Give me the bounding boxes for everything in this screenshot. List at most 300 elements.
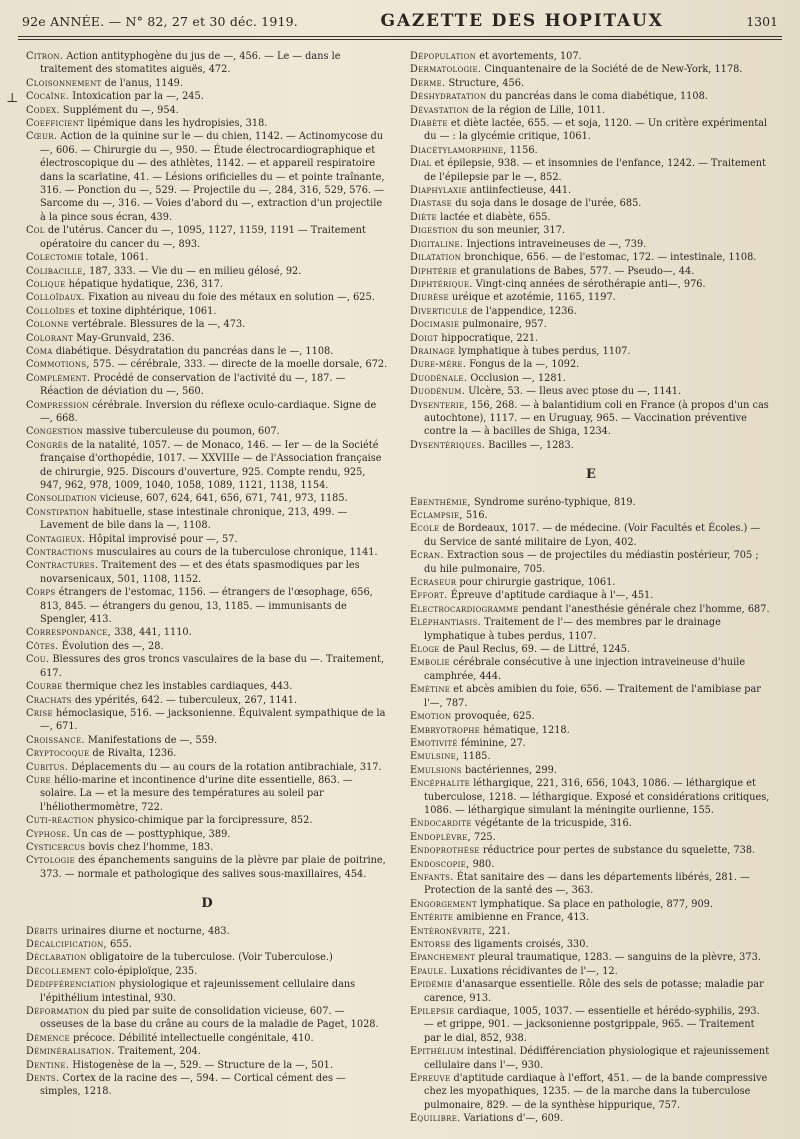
entry-text: intestinal. Dédifférenciation physiologique et rajeunissement cellulaire dans l'—, 930. [424,1046,770,1071]
entry-headword: Col [26,225,45,237]
entry-headword: Colique [26,278,66,290]
entry-headword: Décollement [26,965,91,977]
entry-text: Luxations récidivantes de l'—, 12. [450,965,618,977]
entry-headword: Epaule. [410,965,448,977]
entry-text: Déplacements du — au cours de la rotation antibrachiale, 317. [71,761,382,773]
entry-headword: Diète [410,211,437,223]
entry-headword: Colloïdaux. [26,292,85,304]
index-entry [410,1005,772,1045]
index-entry [410,63,772,76]
index-column-left [26,50,388,1099]
index-entry [26,372,388,399]
entry-text: vertébrale. Blessures de la —, 473. [72,319,246,331]
index-entry [410,589,772,602]
entry-headword: Cysticercus [26,841,86,853]
index-entry [410,643,772,656]
entry-headword: Emulsions [410,764,462,776]
entry-headword: Digitaline. [410,238,464,250]
index-entry [410,224,772,237]
entry-text: du pied par suite de consolidation vicieuse, 607. — osseuses de la base du crâne au cours de la maladie de Paget, 1028. [40,1006,379,1031]
entry-text: 338, 441, 1110. [114,627,192,639]
index-entry [26,640,388,653]
entry-headword: Entéronévrite, [410,925,486,937]
entry-text: vicieuse, 607, 624, 641, 656, 671, 741, 973, 1185. [99,493,348,505]
index-entry [26,965,388,978]
entry-headword: Croissance. [26,734,85,746]
entry-text: physico-chimique par la forcipressure, 852. [97,815,313,827]
index-entry [410,238,772,251]
entry-text: Un cas de — posttyphique, 389. [73,828,231,840]
entry-text: Extraction sous — de projectiles du médiastin postérieur, 705 ; du hile pulmonaire, 705. [424,550,759,575]
index-entry [410,858,772,871]
entry-text: d'anasarque essentielle. Rôle des sels de potasse; maladie par carence, 913. [424,979,764,1004]
index-entry [410,291,772,304]
entry-headword: Congestion [26,426,84,438]
entry-headword: Dial [410,158,432,170]
entry-headword: Emotion [410,711,452,723]
entry-text: des épanchements sanguins de la plèvre par plaie de poitrine, 373. — normale et pathologique des salives sous-maxillaires, 454. [40,855,386,880]
entry-text: et épilepsie, 938. — et insomnies de l'enfance, 1242. — Traitement de l'épilepsie par le —, 852. [424,158,766,183]
index-entry [410,750,772,763]
entry-headword: Diphtérie [410,265,458,277]
entry-text: Action antityphogène du jus de —, 456. — Le — dans le traitement des stomatites aiguës, 472. [40,51,341,76]
entry-headword: Démence [26,1032,70,1044]
entry-text: Hôpital improvisé pour —, 57. [88,533,238,545]
entry-headword: Débits [26,925,59,937]
index-entry [26,747,388,760]
index-entry [410,522,772,549]
index-entry [26,439,388,493]
journal-title: GAZETTE DES HOPITAUX [380,11,664,31]
index-entry [410,616,772,643]
index-entry [26,774,388,814]
entry-text: pleural traumatique, 1283. — sanguins de la plèvre, 373. [478,952,761,964]
entry-headword: Contagieux. [26,533,86,545]
entry-headword: Contractions [26,547,94,559]
entry-text: lactée et diabète, 655. [440,211,551,223]
entry-text: végétante de la tricuspide, 316. [474,818,632,830]
entry-text: 187, 333. — Vie du — en milieu gélosé, 92. [89,265,302,277]
index-entry [410,184,772,197]
entry-text: Intoxication par la —, 245. [72,91,204,103]
entry-text: Épreuve d'aptitude cardiaque à l'—, 451. [450,590,654,602]
entry-headword: Ebenthémie, [410,496,471,508]
index-entry [410,90,772,103]
index-entry [410,496,772,509]
entry-headword: Cure [26,774,51,786]
section-letter: D [201,896,213,912]
entry-text: thermique chez les instables cardiaques, 443. [65,681,293,693]
entry-text: de la région de Lille, 1011. [472,104,606,116]
entry-headword: Emotivité [410,737,458,749]
entry-headword: Epreuve [410,1073,451,1085]
entry-text: 655. [110,939,132,950]
entry-text: Cortex de la racine des —, 594. — Cortical cément des — simples, 1218. [40,1073,346,1098]
index-entry [26,814,388,827]
entry-headword: Embolie [410,657,450,669]
entry-headword: Décalcification, [26,939,107,950]
entry-text: 575. — cérébrale, 333. — directe de la moelle dorsale, 672. [92,359,388,371]
index-entry [26,90,388,103]
index-entry [410,345,772,358]
entry-headword: Dentine. [26,1059,70,1071]
index-entry [26,425,388,438]
entry-text: 1156. [509,144,538,156]
index-entry [26,1005,388,1032]
index-entry [410,844,772,857]
entry-headword: Endocardite [410,818,472,830]
index-entry [26,1045,388,1058]
entry-text: hématique, 1218. [483,724,570,736]
entry-headword: Dévastation [410,104,469,116]
section-letter: E [586,467,596,483]
entry-text: totale, 1061. [85,252,149,264]
entry-headword: Dysenterie, [410,399,468,411]
index-entry [26,694,388,707]
index-entry [410,358,772,371]
entry-text: uréique et azotémie, 1165, 1197. [451,292,616,304]
index-entry [26,854,388,881]
entry-headword: Déminéralisation. [26,1046,115,1058]
index-entry [410,104,772,117]
entry-text: lymphatique à tubes perdus, 1107. [458,345,631,357]
index-entry [26,130,388,224]
index-entry [26,559,388,586]
entry-text: du soja dans le dosage de l'urée, 685. [455,198,642,210]
index-entry [410,764,772,777]
index-entry [410,211,772,224]
entry-text: 221. [488,925,511,937]
entry-text: hippocratique, 221. [441,332,539,344]
entry-text: de l'anus, 1149. [104,77,183,89]
index-entry [410,372,772,385]
entry-headword: Epithélium [410,1046,464,1058]
entry-headword: Drainage [410,345,456,357]
index-entry [26,332,388,345]
entry-headword: Compression [26,399,89,411]
entry-headword: Eloge [410,644,440,656]
index-entry [26,104,388,117]
entry-headword: Coefficient [26,118,85,130]
entry-headword: Colonne [26,319,70,331]
index-entry [410,1112,772,1125]
entry-headword: Colectomie [26,252,83,264]
entry-text: de l'appendice, 1236. [470,305,577,317]
entry-headword: Cryptocoque [26,748,90,760]
entry-headword: Endoprothèse [410,845,480,857]
entry-headword: Citron. [26,51,64,62]
entry-headword: Dents. [26,1073,60,1085]
entry-text: Traitement de l'— des membres par le drainage lymphatique à tubes perdus, 1107. [424,617,721,642]
entry-headword: Duodénum. [410,386,466,398]
entry-text: cérébrale. Inversion du réflexe oculo-cardiaque. Signe de —, 668. [40,399,377,424]
entry-text: antiinfectieuse, 441. [470,185,572,197]
entry-headword: Dysentériques. [410,439,486,451]
entry-headword: Crise [26,707,53,719]
entry-text: 1185. [462,751,491,763]
entry-headword: Corps [26,587,56,599]
entry-text: Vingt-cinq années de sérothérapie anti—, 976. [475,278,706,290]
entry-text: provoquée, 625. [454,711,535,723]
entry-headword: Dermatologie. [410,64,482,76]
entry-text: féminine, 27. [460,737,526,749]
entry-text: physiologique et rajeunissement cellulaire dans l'épithélium intestinal, 930. [40,979,356,1004]
entry-text: de la natalité, 1057. — de Monaco, 146. — Ier — de la Société française d'orthopédie, 1017. — XXVIIIe — de l'Association française de chirurgie, 925. Discours d'ouverture, 925. Compte rendu, 925, 947, 962, 978, 1009, 1040, 1058, 1089, 1121, 1138, 1154. [40,439,382,491]
index-entry [410,603,772,616]
entry-text: Structure, 456. [448,77,525,89]
entry-headword: Duodénale. [410,372,468,384]
entry-text: Évolution des —, 28. [61,640,164,652]
entry-text: 156, 268. — à balantidium coli en France (à propos d'un cas autochtone), 1117. — en Uruguay, 965. — Vaccination préventive contre la — à bacilles de Shiga, 1234. [424,399,769,438]
entry-text: du pancréas dans le coma diabétique, 1108. [489,91,708,103]
index-entry [26,734,388,747]
index-entry [26,399,388,426]
entry-text: hémoclasique, 516. — jacksonienne. Équivalent sympathique de la —, 671. [40,707,386,733]
entry-text: lymphatique. Sa place en pathologie, 877, 909. [480,898,713,910]
entry-text: hélio-marine et incontinence d'urine dite essentielle, 863. — solaire. La — et la mesure des températures au soleil par l'héliothermomètre, 722. [40,774,353,813]
entry-text: pour chirurgie gastrique, 1061. [459,577,616,589]
index-entry [410,50,772,63]
index-entry [410,817,772,830]
index-entry [410,439,772,452]
entry-headword: Ecran. [410,550,444,562]
entry-text: précoce. Débilité intellectuelle congénitale, 410. [73,1032,314,1044]
index-entry [410,1072,772,1112]
entry-text: musculaires au cours de la tuberculose chronique, 1141. [96,547,378,559]
index-entry [410,509,772,522]
entry-headword: Constipation [26,506,90,518]
index-column-right [410,50,772,1126]
entry-headword: Ecraseur [410,577,457,589]
index-entry [26,318,388,331]
entry-text: 980. [472,858,495,870]
index-entry [410,144,772,157]
entry-headword: Déformation [26,1006,90,1018]
entry-headword: Eléphantiasis. [410,617,482,629]
entry-text: urinaires diurne et nocturne, 483. [61,925,230,937]
entry-headword: Derme. [410,77,446,89]
entry-headword: Cou. [26,654,50,666]
entry-text: diabétique. Désydratation du pancréas dans le —, 1108. [55,345,334,357]
index-entry [410,965,772,978]
index-entry [410,938,772,951]
index-entry [26,358,388,371]
entry-text: May-Grunvald, 236. [76,332,175,344]
index-entry [26,117,388,130]
entry-text: et toxine diphtérique, 1061. [78,305,217,317]
entry-text: 516. [465,510,488,521]
index-entry [410,305,772,318]
issue-line: 92e ANNÉE. — N° 82, 27 et 30 déc. 1919. [22,13,298,29]
entry-headword: Courbe [26,681,63,693]
entry-headword: Diphtérique. [410,278,473,290]
entry-text: léthargique, 221, 316, 656, 1043, 1086. — léthargique et tuberculose, 1218. — léthargique. Exposé et considérations critiques, 1086. — léthargique simulant la méningite ourlienne, 155. [424,778,770,816]
entry-headword: Endoscopie, [410,858,470,870]
entry-headword: Entorse [410,939,451,950]
entry-text: pulmonaire, 957. [462,319,547,331]
entry-headword: Epidémie [410,979,453,991]
index-entry [410,399,772,439]
entry-headword: Diabète [410,118,448,130]
entry-headword: Digestion [410,225,459,237]
entry-headword: Dépopulation [410,51,477,62]
entry-headword: Complément. [26,372,91,384]
entry-text: Variations d'—, 609. [463,1113,564,1125]
index-entry [410,925,772,938]
index-entry [26,265,388,278]
entry-text: État sanitaire des — dans les départements libérés, 281. — Protection de la santé des —, 363. [424,871,750,897]
entry-text: cérébrale consécutive à une injection intraveineuse d'huile camphrée, 444. [424,657,746,682]
entry-headword: Consolidation [26,493,97,505]
entry-headword: Diurèse [410,292,449,304]
index-entry [26,925,388,938]
entry-headword: Colibacille, [26,265,87,277]
index-entry [410,831,772,844]
entry-text: et diète lactée, 655. — et soja, 1120. — Un critère expérimental du — : la glycémie critique, 1061. [424,118,768,143]
entry-headword: Effort. [410,590,448,602]
entry-text: Traitement, 204. [117,1046,201,1058]
entry-text: Manifestations de —, 559. [87,734,218,746]
index-entry [410,911,772,924]
index-entry [410,332,772,345]
entry-headword: Entérite [410,912,454,924]
entry-text: bronchique, 656. — de l'estomac, 172. — intestinale, 1108. [464,252,757,264]
entry-text: obligatoire de la tuberculose. (Voir Tuberculose.) [89,952,333,964]
entry-headword: Déclaration [26,952,87,964]
entry-text: d'aptitude cardiaque à l'effort, 451. — de la bande compressive chez les myopathiques, 1235. — de la marche dans la tuberculose pulmonaire, 829. — de la synthèse hippurique, 757. [424,1073,768,1111]
entry-headword: Diacétylamorphine, [410,144,507,156]
entry-text: de Bordeaux, 1017. — de médecine. (Voir Facultés et Écoles.) — du Service de santé militaire de Lyon, 402. [424,523,761,548]
entry-headword: Cubitus. [26,761,69,773]
index-entry [410,576,772,589]
margin-mark-icon: ⊥ [6,91,19,106]
entry-text: lipémique dans les hydropisies, 318. [87,118,268,130]
entry-text: 725. [474,831,496,843]
entry-text: Fixation au niveau du foie des métaux en solution —, 625. [88,292,375,304]
index-entry [26,291,388,304]
entry-text: massive tuberculeuse du poumon, 607. [86,426,280,438]
entry-text: Histogenèse de la —, 529. — Structure de la —, 501. [72,1059,333,1071]
index-entry [410,951,772,964]
index-entry [410,157,772,184]
entry-headword: Electrocardiogramme [410,603,519,615]
index-entry [26,533,388,546]
entry-text: Procédé de conservation de l'activité du —, 187. — Réaction de déviation du —, 560. [40,372,346,398]
index-entry [26,345,388,358]
index-entry [26,938,388,951]
entry-text: de l'utérus. Cancer du —, 1095, 1127, 1159, 1191 — Traitement opératoire du cancer du —, 893. [40,225,366,250]
entry-text: hépatique hydatique, 236, 317. [68,278,223,290]
index-entry [410,265,772,278]
index-entry [26,305,388,318]
index-entry [26,841,388,854]
index-entry [26,546,388,559]
entry-text: cardiaque, 1005, 1037. — essentielle et hérédo-syphilis, 293. — et grippe, 901. — jacksonienne postgrippale, 965. — Traitement par le dial, 852, 938. [424,1006,760,1044]
entry-text: et abcès amibien du foie, 656. — Traitement de l'amibiase par l'—, 787. [424,684,761,709]
index-entry [26,1072,388,1099]
entry-text: Occlusion —, 1281. [470,372,566,384]
entry-text: de Rivalta, 1236. [92,748,177,760]
index-entry [26,50,388,77]
entry-headword: Cyphose. [26,828,71,840]
index-entry [26,586,388,626]
index-entry [410,117,772,144]
entry-headword: Dédifférenciation [26,979,116,991]
entry-headword: Diastase [410,198,453,210]
entry-headword: Emulsine, [410,751,460,763]
entry-text: amibienne en France, 413. [456,912,589,924]
index-entry [26,707,388,734]
header-rule [18,36,782,37]
index-entry [26,224,388,251]
entry-text: Supplément du —, 954. [62,104,179,116]
entry-text: Action de la quinine sur le — du chien, 1142. — Actinomycose du —, 606. — Chirurgie du —, 950. — Étude électrocardiographique et électroscopique du — des athlètes, 1142. — et appareil respiratoire dans la scarlatine, 41. — Lésions orificielles du — et pointe traînante, 316. — Ponction du —, 529. — Projectile du —, 284, 316, 529, 576. — Sarcome du —, 316. — Voies d'abord du —, extraction d'un projectile à la pince sous écran, 439. [40,131,385,223]
entry-text: Fongus de la —, 1092. [469,359,580,371]
entry-text: et avortements, 107. [479,51,582,62]
entry-text: Syndrome suréno-typhique, 819. [473,496,636,508]
index-entry [26,506,388,533]
entry-headword: Coma [26,345,53,357]
entry-headword: Enfants. [410,871,454,883]
entry-text: des ligaments croisés, 330. [454,939,589,950]
entry-text: pendant l'anesthésie générale chez l'homme, 687. [521,603,770,615]
entry-headword: Diaphylaxie [410,185,467,197]
entry-headword: Crachats [26,694,72,706]
running-header [22,8,778,34]
index-entry [410,549,772,576]
entry-headword: Cocaïne. [26,91,70,103]
index-entry [410,710,772,723]
index-entry [410,251,772,264]
index-entry [410,898,772,911]
index-entry [410,318,772,331]
entry-headword: Epilepsie [410,1006,455,1018]
entry-headword: Cloisonnement [26,77,102,89]
entry-text: étrangers de l'estomac, 1156. — étrangers de l'œsophage, 656, 813, 845. — étrangers du genou, 13, 1185. — immunisants de Spengler, 413. [40,587,373,626]
entry-text: bovis chez l'homme, 183. [88,841,214,853]
index-entry [410,724,772,737]
entry-headword: Emétine [410,684,451,696]
entry-text: Bacilles —, 1283. [488,439,574,451]
entry-text: Traitement des — et des états spasmodiques par les novarsenicaux, 501, 1108, 1152. [40,560,360,585]
index-entry [410,278,772,291]
entry-headword: Epanchement [410,952,476,964]
entry-text: Cinquantenaire de la Société de de New-York, 1178. [484,64,743,76]
entry-text: Blessures des gros troncs vasculaires de la base du —. Traitement, 617. [40,654,385,679]
entry-headword: Codex. [26,104,60,116]
entry-text: Injections intraveineuses de —, 739. [466,238,647,250]
header-rule [18,39,782,40]
entry-headword: Embryotrophe [410,724,481,736]
entry-headword: Ecole [410,523,440,535]
index-entry [26,680,388,693]
index-entry [410,683,772,710]
index-entry [26,251,388,264]
index-entry [410,1045,772,1072]
entry-headword: Dure-mère. [410,359,467,371]
entry-headword: Déshydratation [410,91,487,103]
index-entry [26,278,388,291]
entry-headword: Côtes. [26,640,59,652]
entry-headword: Endoplèvre, [410,831,471,843]
index-entry [26,626,388,639]
entry-headword: Dilatation [410,252,462,264]
entry-headword: Eclampsie, [410,510,463,521]
index-entry [26,653,388,680]
entry-text: réductrice pour pertes de substance du squelette, 738. [482,845,756,857]
entry-text: de Paul Reclus, 69. — de Littré, 1245. [442,644,631,656]
entry-headword: Diverticule [410,305,468,317]
